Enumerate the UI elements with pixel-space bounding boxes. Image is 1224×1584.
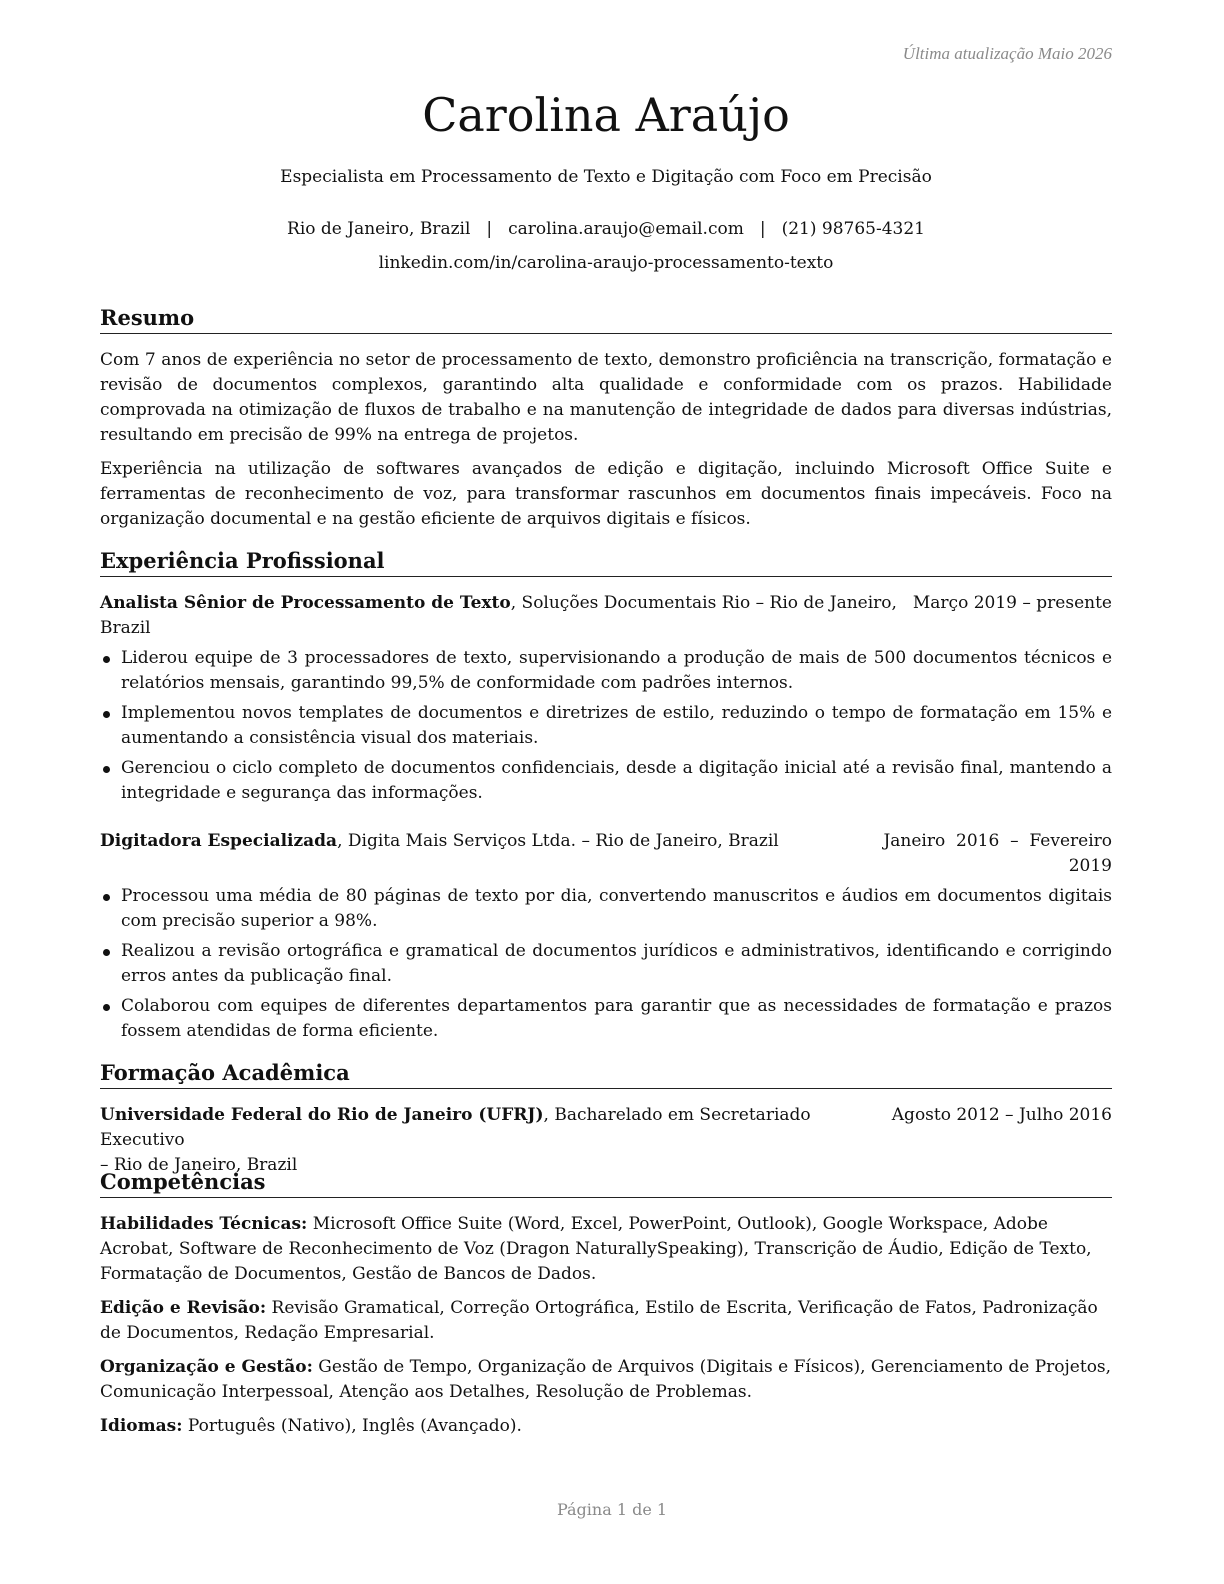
- skill-group: [100, 1212, 1116, 1287]
- bullet-icon: [103, 711, 110, 718]
- candidate-name: Carolina Araújo: [422, 88, 790, 142]
- degree: , Bacharelado em Secretariado Executivo: [100, 1105, 811, 1150]
- institution: Universidade Federal do Rio de Janeiro (UFRJ): [100, 1105, 544, 1125]
- list-item: [100, 939, 1112, 989]
- email-link[interactable]: carolina.araujo@email.com: [508, 219, 744, 239]
- job-title: Analista Sênior de Processamento de Texto: [100, 593, 511, 613]
- section-title-experience: Experiência Profissional: [100, 548, 1112, 577]
- bullet-text: Colaborou com equipes de diferentes departamentos para garantir que as necessidades de formatação e prazos fossem atendidas de forma eficiente.: [121, 996, 1112, 1041]
- skill-text: Gestão de Tempo, Organização de Arquivos (Digitais e Físicos), Gerenciamento de Projetos, Comunicação Interpessoal, Atenção aos Detalhes, Resolução de Problemas.: [100, 1357, 1112, 1402]
- job-dates-line2: 2019: [1068, 856, 1112, 876]
- bullet-text: Liderou equipe de 3 processadores de texto, supervisionando a produção de mais de 500 documentos técnicos e relatórios mensais, garantindo 99,5% de conformidade com padrões internos.: [121, 648, 1112, 693]
- page-number: Página 1 de 1: [556, 1500, 668, 1519]
- skill-group: [100, 1355, 1116, 1405]
- education-details: [100, 1105, 811, 1175]
- location: Rio de Janeiro, Brazil: [287, 219, 471, 239]
- job-title-company: [100, 593, 897, 638]
- list-item: [100, 646, 1112, 696]
- skill-label: Edição e Revisão:: [100, 1298, 267, 1318]
- bullet-icon: [103, 1004, 110, 1011]
- linkedin-link[interactable]: linkedin.com/in/carolina-araujo-processamento-texto: [378, 253, 834, 273]
- skill-label: Idiomas:: [100, 1416, 183, 1436]
- bullet-text: Gerenciou o ciclo completo de documentos confidenciais, desde a digitação inicial até a revisão final, mantendo a integridade e segurança das informações.: [121, 758, 1112, 803]
- last-updated: Última atualização Maio 2026: [902, 44, 1112, 63]
- section-title-skills: Competências: [100, 1169, 1112, 1198]
- job-title: Digitadora Especializada: [100, 831, 338, 851]
- bullet-text: Processou uma média de 80 páginas de texto por dia, convertendo manuscritos e áudios em documentos digitais com precisão superior a 98%.: [121, 886, 1112, 931]
- job-dates-line1: Janeiro 2016 – Fevereiro: [883, 831, 1112, 851]
- skill-group: [100, 1414, 1116, 1439]
- job-dates: Março 2019 – presente: [912, 593, 1112, 613]
- bullet-icon: [103, 766, 110, 773]
- bullet-icon: [103, 894, 110, 901]
- headline: Especialista em Processamento de Texto e Digitação com Foco em Precisão: [280, 167, 932, 187]
- list-item: [100, 756, 1112, 806]
- job-bullets: [100, 884, 1112, 1049]
- section-title-education: Formação Acadêmica: [100, 1060, 1112, 1089]
- education-dates: Agosto 2012 – Julho 2016: [891, 1105, 1112, 1125]
- bullet-text: Implementou novos templates de documentos e diretrizes de estilo, reduzindo o tempo de formatação em 15% e aumentando a consistência visual dos materiais.: [121, 703, 1112, 748]
- job-title-company: [100, 831, 779, 851]
- list-item: [100, 884, 1112, 934]
- skill-label: Habilidades Técnicas:: [100, 1214, 308, 1234]
- job-company: , Soluções Documentais Rio – Rio de Janeiro,: [510, 593, 897, 613]
- separator: |: [759, 219, 766, 239]
- section-title-summary: Resumo: [100, 305, 1112, 334]
- list-item: [100, 994, 1112, 1044]
- skill-label: Organização e Gestão:: [100, 1357, 313, 1377]
- bullet-text: Realizou a revisão ortográfica e gramatical de documentos jurídicos e administrativos, identificando e corrigindo erros antes da publicação final.: [121, 941, 1112, 986]
- bullet-icon: [103, 949, 110, 956]
- list-item: [100, 701, 1112, 751]
- phone: (21) 98765-4321: [781, 219, 925, 239]
- bullet-icon: [103, 656, 110, 663]
- summary-paragraph: Com 7 anos de experiência no setor de processamento de texto, demonstro proficiência na transcrição, formatação e revisão de documentos complexos, garantindo alta qualidade e conformidade com os prazos. Habilidade comprovada na otimização de fluxos de trabalho e na manutenção de integridade de dados para diversas indústrias, resultando em precisão de 99% na entrega de projetos.: [100, 350, 1112, 445]
- job-dates: [883, 829, 1112, 879]
- job-header: [100, 591, 1112, 641]
- job-company: , Digita Mais Serviços Ltda. – Rio de Janeiro, Brazil: [337, 831, 779, 851]
- skill-text: Microsoft Office Suite (Word, Excel, PowerPoint, Outlook), Google Workspace, Adobe Acrobat, Software de Reconhecimento de Voz (Dragon NaturallySpeaking), Transcrição de Áudio, Edição de Texto, Formatação de Documentos, Gestão de Bancos de Dados.: [100, 1214, 1092, 1284]
- skill-group: [100, 1296, 1116, 1346]
- job-bullets: [100, 646, 1112, 811]
- summary-paragraph: Experiência na utilização de softwares avançados de edição e digitação, incluindo Microsoft Office Suite e ferramentas de reconhecimento de voz, para transformar rascunhos em documentos finais impecáveis. Foco na organização documental e na gestão eficiente de arquivos digitais e físicos.: [100, 459, 1112, 529]
- skill-text: Revisão Gramatical, Correção Ortográfica, Estilo de Escrita, Verificação de Fatos, Padronização de Documentos, Redação Empresarial.: [100, 1298, 1098, 1343]
- education-location: – Rio de Janeiro, Brazil: [100, 1155, 298, 1175]
- job-header: [100, 829, 1112, 879]
- separator: |: [486, 219, 493, 239]
- job-company-line2: Brazil: [100, 618, 151, 638]
- contact-line: [100, 219, 1112, 239]
- skill-text: Português (Nativo), Inglês (Avançado).: [182, 1416, 522, 1436]
- education-entry: [100, 1103, 1112, 1178]
